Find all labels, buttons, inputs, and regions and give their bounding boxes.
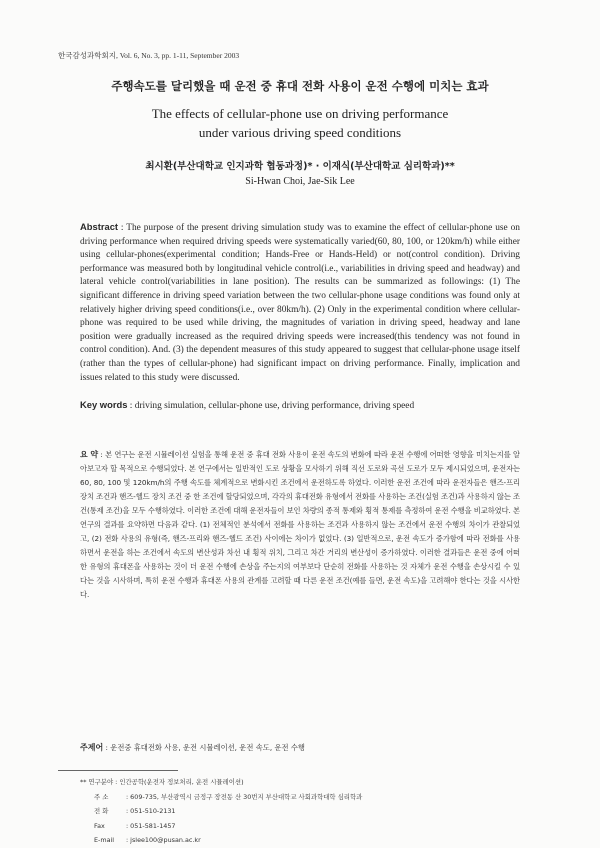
- footnote-address: [80, 790, 520, 805]
- summary-label: 요 약: [80, 450, 99, 459]
- title-english-line-2: under various driving speed conditions: [198, 125, 402, 140]
- address-key: 주 소: [94, 792, 109, 801]
- footnote: [80, 775, 520, 848]
- footnote-email: [80, 833, 520, 848]
- abstract-text: : The purpose of the present driving simulation study was to examine the effect of cellular-phone use on driving performance when required driving speeds were systematically varied(60, 80, 100, or 120km/h) while either using cellular-phones(experimental condition; Hands-Free or Hands-Held) or not(control condition). Driving performance was measured both by longitudinal vehicle control(i.e., variabilities in driving speed and headway) and lateral vehicle control(variabilities in lane position). The results can be summarized as followings: (1) The significant difference in driving speed variation between the two cellular-phone usage conditions was found only at relatively higher driving speed conditions(i.e., over 80km/h). (2) Only in the experimental condition where cellular-phone was required to be used while driving, the magnitudes of variation in driving speed, headway and lane position were gradually increased as the required driving speeds were increased(this tendency was not found in control condition). And. (3) the dependent measures of this study appeared to suggest that cellular-phone usage itself (rather than the types of cellular-phone) had significant impact on driving performance. Finally, implication and issues related to this study were discussed.: [80, 223, 520, 383]
- email-value: : jslee100@pusan.ac.kr: [126, 836, 201, 844]
- korean-keywords-label: 주제어: [80, 743, 104, 752]
- footnote-phone: [80, 804, 520, 819]
- footnote-divider: [58, 770, 178, 771]
- email-key: E-mail: [94, 836, 115, 844]
- authors-english: Si-Hwan Choi, Jae-Sik Lee: [245, 176, 355, 187]
- abstract-label: Abstract: [80, 221, 119, 232]
- keywords: [80, 399, 520, 411]
- keywords-label: Key words: [80, 399, 128, 410]
- footnote-research-area: ** 연구분야 : 인간공학(운전자 정보처리, 운전 시뮬레이션): [80, 778, 244, 786]
- journal-header: 한국감성과학회지, Vol. 6, No. 3, pp. 1-11, September 2003: [58, 51, 240, 60]
- title-english: [0, 104, 600, 142]
- korean-summary: [80, 448, 520, 602]
- fax-value: : 051-581-1457: [126, 821, 176, 830]
- authors-korean: 최시환(부산대학교 인지과학 협동과정)* · 이재식(부산대학교 심리학과)**: [145, 161, 455, 172]
- title-english-line-1: The effects of cellular-phone use on driving performance: [151, 106, 449, 121]
- summary-text: : 본 연구는 운전 시뮬레이션 실험을 통해 운전 중 휴대 전화 사용이 운전 속도의 변화에 따라 운전 수행에 어떠한 영향을 미치는지를 알아보고자 할 목적으로 수행되었다. 본 연구에서는 일반적인 도로 상황을 모사하기 위해 직선 도로와 곡선 도로가 모두 제시되었으며, 운전자는 60, 80, 100 및 120km/h의 주행 속도를 체계적으로 변화시킨 조건에서 운전하도록 하였다. 이러한 운전 조건에 따라 운전자들은 핸즈-프리 장치 조건과 핸즈-헬드 장치 조건 중 한 조건에 할당되었으며, 각각의 휴대전화 유형에서 전화를 사용하는 조건(실험 조건)과 사용하지 않는 조건(통제 조건)을 모두 수행하였다. 이러한 조건에 대해 운전자들이 보인 차량의 종적 통제와 횡적 통제를 측정하여 운전 수행을 비교하였다. 본 연구의 결과를 요약하면 다음과 같다. (1) 전체적인 분석에서 전화를 사용하는 조건과 사용하지 않는 조건에서 운전 수행의 차이가 관찰되었고, (2) 전화 사용의 유형(즉, 핸즈-프리와 핸즈-헬드 조건) 사이에는 차이가 없었다. (3) 일반적으로, 운전 속도가 증가함에 따라 전화를 사용하면서 운전을 하는 조건에서 속도의 변산성과 차선 내 횡적 위치, 그리고 차간 거리의 변산성이 증가하였다. 이러한 결과들은 운전 중에 어떠한 유형의 휴대폰을 사용하는 것이 더 운전 수행에 손상을 주는지의 여부보다 단순히 전화를 사용하는 것 자체가 운전 수행을 손상시킬 수 있다는 것을 시사하며, 특히 운전 수행과 휴대폰 사용의 관계를 고려할 때 다른 운전 조건(예를 들면, 운전 속도)을 고려해야 한다는 것을 시사한다.: [80, 450, 520, 599]
- title-korean: 주행속도를 달리했을 때 운전 중 휴대 전화 사용이 운전 수행에 미치는 효과: [111, 79, 489, 93]
- fax-key: Fax: [94, 821, 105, 830]
- phone-value: : 051-510-2131: [126, 807, 176, 815]
- footnote-fax: [80, 819, 520, 834]
- address-value: : 609-735, 부산광역시 금정구 장전동 산 30번지 부산대학교 사회과학대학 심리학과: [126, 792, 363, 801]
- abstract: [80, 220, 520, 385]
- korean-keywords-text: : 운전중 휴대전화 사용, 운전 시뮬레이션, 운전 속도, 운전 수행: [103, 743, 305, 752]
- keywords-text: : driving simulation, cellular-phone use, driving performance, driving speed: [127, 401, 415, 411]
- phone-key: 전 화: [94, 807, 109, 815]
- korean-keywords: [80, 742, 520, 753]
